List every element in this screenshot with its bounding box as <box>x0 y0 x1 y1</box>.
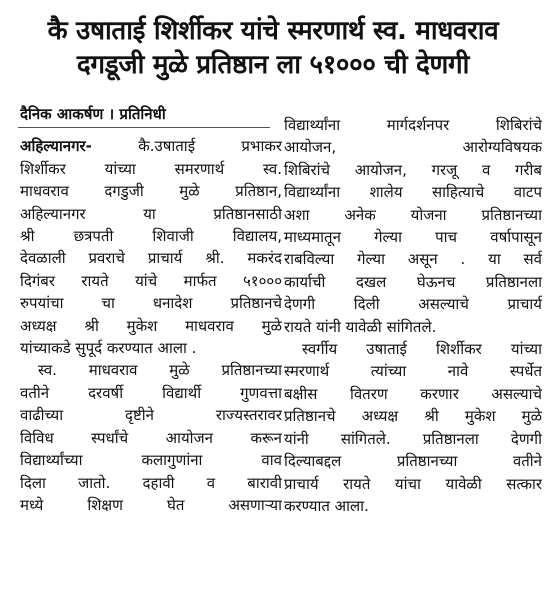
article-line: देवळाली प्रवराचे प्राचार्य श्री. मकरंद <box>20 249 282 268</box>
article-column-right <box>284 114 542 517</box>
article-line: स्मरणार्थ त्यांच्या नावे स्पर्धेत <box>284 362 542 381</box>
article-line: विद्यार्थ्यांना मार्गदर्शनपर शिबिरांचे <box>284 116 542 134</box>
article-line: दिल्याबद्दल प्रतिष्ठानच्या वतीने <box>284 452 542 471</box>
article-line: अहिल्यानगर या प्रतिष्ठानसाठी <box>20 204 282 223</box>
article-line: कार्याची दखल घेऊनच प्रतिष्ठानला <box>284 272 542 291</box>
article-line: मध्ये शिक्षण घेत असणाऱ्या <box>20 495 282 514</box>
article-line: यांनी सांगितले. प्रतिष्ठानला देणगी <box>284 429 542 448</box>
article-line: विविध स्पर्धांचे आयोजन करून <box>20 428 282 447</box>
article-line: बक्षीस वितरण करणार असल्याचे <box>284 384 542 403</box>
article-line: वतीने दरवर्षी विद्यार्थी गुणवत्ता <box>20 383 282 402</box>
byline-rule <box>18 127 270 128</box>
article-line: दिगंबर रायते यांचे मार्फत ५१००० <box>20 271 282 290</box>
article-line: करण्यात आला. <box>284 496 369 515</box>
article-line: प्राचार्य रायते यांचा यावेळी सत्कार <box>284 474 542 493</box>
article-line: प्रतिष्ठानचे अध्यक्ष श्री मुकेश मुळे <box>284 407 542 426</box>
article-line: दिला जातो. दहावी व बारावी <box>20 473 282 492</box>
article-line: माध्यमातून गेल्या पाच वर्षापासून <box>284 228 542 247</box>
article-column-left <box>20 103 282 516</box>
article-line: अहिल्यानगर- कै.उषाताई प्रभाकर <box>20 137 282 156</box>
article-line: अशा अनेक योजना प्रतिष्ठानच्या <box>284 205 542 224</box>
article-line: रायते यांनी यावेळी सांगितले. <box>284 317 437 336</box>
article-line: राबविल्या गेल्या असून . या सर्व <box>284 250 542 269</box>
article-line: माधवराव दगडुजी मुळे प्रतिष्ठान, <box>20 182 282 201</box>
article-line: शिबिरांचे आयोजन, गरजू व गरीब <box>284 160 542 179</box>
article-line: यांच्याकडे सुपूर्द करण्यात आला . <box>20 339 197 358</box>
article-line: आयोजन, आरोग्यविषयक <box>284 138 542 157</box>
article-line: स्व. माधवराव मुळे प्रतिष्ठानच्या <box>38 361 282 380</box>
article-line: विद्यार्थ्यांना शालेय साहित्याचे वाटप <box>284 183 542 202</box>
article-line: देणगी दिली असल्याचे प्राचार्य <box>284 295 542 314</box>
article-line: वाढीच्या दृष्टीने राज्यस्तरावर <box>20 406 282 425</box>
article-line: अध्यक्ष श्री मुकेश माधवराव मुळे <box>20 316 282 335</box>
article-line: विद्यार्थ्यांच्या कलागुणांना वाव <box>20 451 282 470</box>
headline <box>0 14 546 82</box>
article-line: शिर्शीकर यांच्या समरणार्थ स्व. <box>20 159 282 178</box>
article-line: रुपयांचा चा धनादेश प्रतिष्ठानचे <box>20 294 282 313</box>
byline: दैनिक आकर्षण । प्रतिनिधी <box>20 105 166 123</box>
article-line: स्वर्गीय उषाताई शिर्शीकर यांच्या <box>302 340 542 359</box>
headline-line-1: कै उषाताई शिर्शीकर यांचे स्मरणार्थ स्व. माधवराव <box>47 16 499 46</box>
article-line: श्री छत्रपती शिवाजी विद्यालय, <box>20 227 282 246</box>
headline-line-2: दगडूजी मुळे प्रतिष्ठान ला ५१००० ची देणगी <box>76 50 470 80</box>
dateline-place: अहिल्यानगर- <box>20 137 92 156</box>
